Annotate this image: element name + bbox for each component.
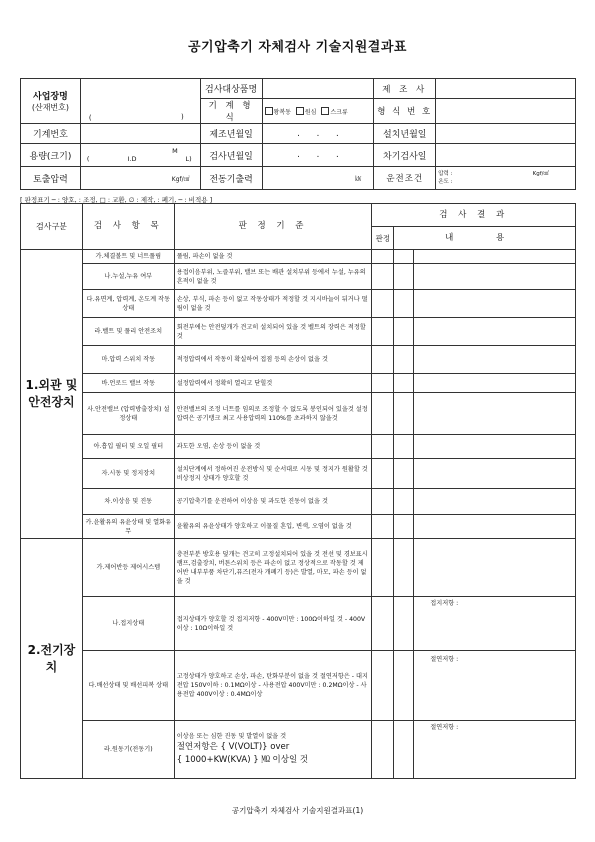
capacity-dims (83, 155, 198, 163)
item-cell: 자.시동 및 정지장치 (82, 459, 174, 489)
target-label: 검사대상품명 (200, 79, 262, 99)
content-cell[interactable] (394, 721, 414, 779)
content-cell[interactable] (394, 489, 414, 515)
criteria-line: { 1000+KW(KVA) } ㏁ 이상일 것 (176, 755, 309, 765)
criteria-cell: 윤활유의 유윤상태가 양호하고 이물질 혼입, 변색, 오염이 없을 것 (174, 515, 372, 539)
content-cell[interactable] (394, 597, 414, 651)
content-cell[interactable] (394, 539, 414, 597)
target-value[interactable] (262, 79, 374, 99)
content-cell[interactable] (394, 651, 414, 721)
content-cell[interactable] (394, 250, 414, 264)
content-cell[interactable] (394, 374, 414, 393)
company-label: 사업장명 (33, 92, 68, 102)
content-cell[interactable] (394, 318, 414, 346)
judge-cell[interactable] (372, 597, 394, 651)
checkbox-icon[interactable] (265, 107, 273, 115)
criteria-cell: 용접이음부위, 노즐부위, 밸브 또는 배관 설치부위 등에서 누설, 누유의 흔적이 없을 것 (174, 264, 372, 290)
judgment-legend: [ 판정표기 ─ : 양호, : 조정, □ : 교환, ∅ : 제작, : 폐기, ─ : 비적용 ] (20, 196, 213, 204)
content-cell[interactable] (394, 515, 414, 539)
content-cell[interactable] (414, 264, 576, 290)
item-cell: 다.배선상태 및 배선피복 상태 (82, 651, 174, 721)
machine-no-label: 기계번호 (21, 124, 81, 144)
category-electrical: 2.전기장치 (21, 539, 83, 779)
maker-value[interactable] (436, 79, 576, 99)
judge-cell[interactable] (372, 489, 394, 515)
type-option-reciprocating: 왕복동 (273, 108, 291, 116)
next-date-label: 차기검사일 (374, 144, 436, 167)
judge-cell[interactable] (372, 290, 394, 318)
motor-value[interactable] (262, 167, 374, 190)
judge-cell[interactable] (372, 264, 394, 290)
paren-open: ( (88, 114, 92, 122)
capacity-value[interactable] (80, 144, 200, 167)
content-cell[interactable] (414, 318, 576, 346)
item-cell: 아.흡입 필터 및 오일 필터 (82, 435, 174, 459)
category-exterior-safety (21, 250, 83, 539)
content-cell[interactable] (414, 489, 576, 515)
item-cell: 라.원동기(전동기) (82, 721, 174, 779)
maker-label: 제 조 사 (374, 79, 436, 99)
content-cell[interactable] (414, 539, 576, 597)
judge-cell[interactable] (372, 393, 394, 435)
item-cell: 차.이상음 및 진동 (82, 489, 174, 515)
criteria-cell: 안전밸브의 조정 너트를 임의로 조정할 수 없도록 봉인되어 있을것 설정압력은 공기탱크 최고 사용압력의 110%를 초과하지 않을것 (174, 393, 372, 435)
page-footer: 공기압축기 자체검사 기술지원결과표(1) (231, 806, 364, 815)
capacity-label: 용량(크기) (21, 144, 81, 167)
col-result-header: 검 사 결 과 (372, 204, 576, 227)
content-cell[interactable] (394, 393, 414, 435)
content-cell[interactable] (394, 459, 414, 489)
item-cell: 다.유면계, 압력계, 온도계 작동상태 (82, 290, 174, 318)
item-cell: 나.접지상태 (82, 597, 174, 651)
mfg-date-value[interactable]: . . . (262, 124, 374, 144)
inspect-date-label: 검사년월일 (200, 144, 262, 167)
item-cell: 카.윤활유의 유윤상태 및 열화유무 (82, 515, 174, 539)
item-cell: 나.누설,누유 여부 (82, 264, 174, 290)
criteria-cell (174, 721, 372, 779)
content-cell[interactable] (414, 597, 576, 651)
install-date-label: 설치년월일 (374, 124, 436, 144)
discharge-unit: Kgf/㎠ (171, 175, 190, 183)
model-label: 형 식 번 호 (374, 99, 436, 124)
type-options[interactable] (262, 99, 374, 124)
capacity-m: M (172, 147, 178, 155)
content-cell[interactable] (414, 346, 576, 374)
criteria-line: 이상음 또는 심한 진동 및 발열이 없을 것 (176, 733, 287, 740)
discharge-value[interactable] (80, 167, 200, 190)
operation-label: 운전조건 (374, 167, 436, 190)
judge-cell[interactable] (372, 250, 394, 264)
item-cell: 사.안전밸브 (압력방출장치) 설정상태 (82, 393, 174, 435)
motor-insulation-label: 절연저항 : (430, 724, 459, 731)
judge-cell[interactable] (372, 539, 394, 597)
content-cell[interactable] (414, 393, 576, 435)
content-cell[interactable] (414, 515, 576, 539)
criteria-cell: 설정압력에서 정확히 열리고 닫힐것 (174, 374, 372, 393)
content-cell[interactable] (414, 374, 576, 393)
criteria-cell: 과도한 오염, 손상 등이 없을 것 (174, 435, 372, 459)
paren-close: ) (180, 113, 184, 121)
equipment-info-table (20, 78, 576, 190)
judge-cell[interactable] (372, 435, 394, 459)
item-cell: 바.언로드 밸브 작동 (82, 374, 174, 393)
capacity-id: ( I.D (86, 155, 137, 163)
col-item-header: 검 사 항 목 (82, 204, 174, 250)
model-value[interactable] (436, 99, 576, 124)
criteria-cell: 접지상태가 양호할 것 접지저항 - 400V미만 : 100Ω이하일 것 - 400V이상 : 10Ω이하일 것 (174, 597, 372, 651)
pressure-row (438, 170, 573, 178)
operation-value[interactable] (436, 167, 576, 190)
content-cell[interactable] (394, 290, 414, 318)
content-cell[interactable] (414, 435, 576, 459)
item-cell: 마.압력 스위치 작동 (82, 346, 174, 374)
ground-resistance-label: 접지저항 : (430, 600, 459, 607)
content-cell[interactable] (414, 250, 576, 264)
discharge-label: 토출압력 (21, 167, 81, 190)
content-cell[interactable] (414, 651, 576, 721)
content-cell[interactable] (394, 264, 414, 290)
criteria-cell: 풀림, 파손이 없을 것 (174, 250, 372, 264)
criteria-cell: 고정상태가 양호하고 손상, 파손, 탄화부분이 없을 것 절연저항은 - 대지전압 150V이하 : 0.1MΩ이상 - 사용전압 400V미만 : 0.2MΩ이상 - 사용전압 400V이상 : 0.4MΩ이상 (174, 651, 372, 721)
type-label: 기 계 형 식 (200, 99, 262, 124)
col-judge-header: 판정 (372, 227, 394, 250)
criteria-cell: 설치단계에서 정하여진 운전방식 및 순서대로 시동 및 정지가 원활할 것 비상정지 상태가 양호할 것 (174, 459, 372, 489)
company-label-cell (21, 79, 81, 124)
judge-cell[interactable] (372, 515, 394, 539)
mfg-date-label: 제조년월일 (200, 124, 262, 144)
type-option-screw: 스크류 (330, 108, 348, 116)
type-option-centrifugal: 원심 (304, 108, 317, 116)
insulation-resistance-label: 절연저항 : (430, 656, 459, 663)
checkbox-icon[interactable] (321, 107, 329, 115)
inspection-table (20, 203, 576, 779)
motor-unit: ㎾ (355, 175, 362, 183)
checkbox-icon[interactable] (296, 107, 304, 115)
criteria-cell: 공기압축기를 운전하여 이상음 및 과도한 진동이 없을 것 (174, 489, 372, 515)
capacity-l: L) (185, 155, 192, 163)
judge-cell[interactable] (372, 459, 394, 489)
judge-cell[interactable] (372, 318, 394, 346)
pressure-unit: Kgf/㎠ (532, 171, 549, 177)
content-cell[interactable] (414, 459, 576, 489)
col-criteria-header: 판 정 기 준 (174, 204, 372, 250)
temp-label: 온도 : (438, 179, 453, 185)
pressure-label: 압력 : (438, 171, 453, 177)
category-line: 안전장치 (28, 395, 75, 409)
criteria-cell: 적정압력에서 작동이 확실하여 접점 등의 손상이 없을 것 (174, 346, 372, 374)
judge-cell[interactable] (372, 374, 394, 393)
page-title: 공기압축기 자체검사 기술지원결과표 (188, 40, 407, 55)
install-date-value[interactable] (436, 124, 576, 144)
judge-cell[interactable] (372, 651, 394, 721)
item-cell: 라.벨트 및 풀리 안전조치 (82, 318, 174, 346)
judge-cell[interactable] (372, 721, 394, 779)
content-cell[interactable] (414, 290, 576, 318)
judge-cell[interactable] (372, 346, 394, 374)
content-cell[interactable] (394, 346, 414, 374)
inspect-date-value[interactable]: . . . (262, 144, 374, 167)
col-content-header: 내 용 (394, 227, 576, 250)
next-date-value[interactable] (436, 144, 576, 167)
machine-no-value[interactable] (80, 124, 200, 144)
criteria-cell: 손상, 부식, 파손 등이 없고 작동상태가 적정할 것 지시바늘이 뒤거나 떨림이 없을 것 (174, 290, 372, 318)
motor-label: 전동기출력 (200, 167, 262, 190)
criteria-cell: 충전부분 방호용 덮개는 견고히 고정설치되어 있을 것 전선 및 경보표시 램프,검출장치, 버튼스위치 등은 파손이 없고 정상적으로 작동할 것 제어반 내부부품 차단기,퓨즈(전자 개폐기 등)은 발열, 마모, 파손 등이 없을 것 (174, 539, 372, 597)
company-sub-label: (산재번호) (31, 103, 70, 112)
content-cell[interactable] (414, 721, 576, 779)
content-cell[interactable] (394, 435, 414, 459)
criteria-line: 절연저항은 { V(VOLT)} over (176, 742, 290, 752)
item-cell: 가.체결볼트 및 너트풀림 (82, 250, 174, 264)
category-line: 1.외관 및 (25, 378, 78, 392)
item-cell: 가.제어반등 제어시스템 (82, 539, 174, 597)
company-value-cell[interactable] (80, 79, 200, 124)
criteria-cell: 회전부에는 안전덮개가 견고히 설치되어 있을 것 벨트의 장력은 적정할 것 (174, 318, 372, 346)
col-category-header: 검사구분 (21, 204, 83, 250)
